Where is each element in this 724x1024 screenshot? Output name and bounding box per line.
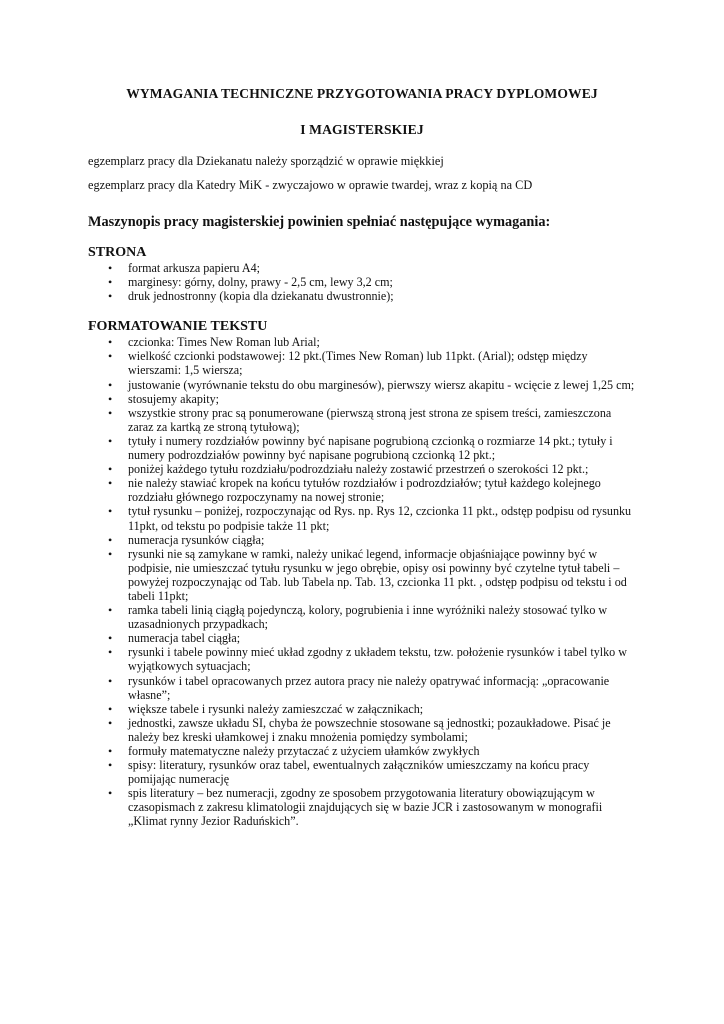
bullet-icon: • (108, 758, 113, 773)
list-item-text: czcionka: Times New Roman lub Arial; (128, 335, 320, 350)
bullet-icon: • (108, 289, 113, 304)
list-item-text: marginesy: górny, dolny, prawy - 2,5 cm, lewy 3,2 cm; (128, 275, 393, 290)
bullet-icon: • (108, 631, 113, 646)
strona-list (88, 261, 636, 303)
section-heading-formatowanie: FORMATOWANIE TEKSTU (88, 319, 268, 335)
list-item-text: format arkusza papieru A4; (128, 261, 260, 275)
list-item (88, 406, 636, 434)
list-item-text: jednostki, zawsze układu SI, chyba że powszechnie stosowane są jednostki; pozaukładowe. Pisać je należy bez kreski ułamkowej i znaku mnożenia pomiędzy symbolami; (128, 715, 611, 744)
bullet-icon: • (108, 261, 113, 275)
bullet-icon: • (108, 476, 113, 491)
list-item (88, 547, 636, 603)
list-item-text: tytuł rysunku – poniżej, rozpoczynając od Rys. np. Rys 12, czcionka 11 pkt., odstęp podpisu od rysunku 11pkt, od tekstu po podpisie także 11 pkt; (128, 504, 632, 533)
list-item (88, 533, 636, 547)
bullet-icon: • (108, 391, 113, 406)
bullet-icon: • (108, 701, 113, 716)
bullet-icon: • (108, 433, 113, 448)
list-item (88, 378, 636, 392)
list-item-text: rysunków i tabel opracowanych przez autora pracy nie należy opatrywać informacją: „opracowanie własne”; (128, 673, 610, 702)
list-item (88, 476, 636, 504)
bullet-icon: • (108, 377, 113, 392)
list-item-text: wielkość czcionki podstawowej: 12 pkt.(Times New Roman) lub 11pkt. (Arial); odstęp między wierszami: 1,5 wiersza; (128, 349, 588, 378)
list-item-text: stosujemy akapity; (128, 391, 220, 406)
list-item (88, 603, 636, 631)
list-item (88, 631, 636, 645)
bullet-icon: • (108, 603, 113, 618)
list-item-text: nie należy stawiać kropek na końcu tytułów rozdziałów i podrozdziałów; tytuł każdego kolejnego rozdziału głównego rozpoczynamy na nowej stronie; (128, 476, 601, 505)
list-item (88, 275, 636, 289)
list-item-text: rysunki nie są zamykane w ramki, należy unikać legend, informacje objaśniające powinny być w podpisie, nie umieszczać tytułu rysunku w jego obrębie, opisy osi powinny być czytelne tytuł tabeli – powyżej rozpoczynając od Tab. lub Tabela np. Tab. 13, czcionka 11 pkt. , odstęp podpisu od tekstu i od tabeli 11pkt; (128, 546, 627, 603)
section-heading-strona: STRONA (88, 245, 147, 260)
list-item-text: numeracja tabel ciągła; (128, 631, 241, 646)
document-title-line1: WYMAGANIA TECHNICZNE PRZYGOTOWANIA PRACY DYPLOMOWEJ (126, 86, 598, 101)
list-item-text: większe tabele i rysunki należy zamieszczać w załącznikach; (128, 701, 424, 716)
list-item-text: poniżej każdego tytułu rozdziału/podrozdziału należy zostawić przestrzeń o szerokości 12 pkt.; (128, 462, 589, 477)
document-title-line2: I MAGISTERSKIEJ (300, 122, 424, 137)
list-item (88, 462, 636, 476)
bullet-icon: • (108, 462, 113, 477)
list-item-text: ramka tabeli linią ciągłą pojedynczą, kolory, pogrubienia i inne wyróżniki należy stosować tylko w uzasadnionych przypadkach; (128, 603, 608, 632)
list-item (88, 716, 636, 744)
list-item-text: justowanie (wyrównanie tekstu do obu marginesów), pierwszy wiersz akapitu - wcięcie z lewej 1,25 cm; (128, 377, 635, 392)
list-item (88, 744, 636, 758)
list-item-text: wszystkie strony prac są ponumerowane (pierwszą stroną jest strona ze spisem treści, zamieszczona zaraz za kartką ze stroną tytułową); (128, 405, 612, 434)
list-item-text: spisy: literatury, rysunków oraz tabel, ewentualnych załączników umieszczamy na końcu pracy pomijając numerację (128, 758, 590, 787)
list-item-text: tytuły i numery rozdziałów powinny być napisane pogrubioną czcionką o rozmiarze 14 pkt.; tytuły i numery podrozdziałów powinny być napisane pogrubioną czcionką 12 pkt.; (128, 433, 613, 463)
list-item (88, 758, 636, 786)
bullet-icon: • (108, 744, 113, 758)
bullet-icon: • (108, 532, 113, 547)
list-item (88, 261, 636, 275)
list-item-text: druk jednostronny (kopia dla dziekanatu dwustronnie); (128, 289, 394, 304)
bullet-icon: • (108, 504, 113, 519)
list-item (88, 786, 636, 828)
bullet-icon: • (108, 546, 113, 561)
intro-paragraph-katedra: egzemplarz pracy dla Katedry MiK - zwyczajowo w oprawie twardej, wraz z kopią na CD (88, 178, 533, 192)
list-item-text: spis literatury – bez numeracji, zgodny ze sposobem przygotowania literatury obowiązującym w czasopismach z zakresu klimatologii znajdujących się w bazie JCR i zastosowanym w monografii „Klimat rynny Jezior Raduńskich”. (128, 786, 603, 829)
bullet-icon: • (108, 275, 113, 290)
bullet-icon: • (108, 645, 113, 660)
bullet-icon: • (108, 715, 113, 730)
bullet-icon: • (108, 405, 113, 420)
list-item (88, 674, 636, 702)
bullet-icon: • (108, 786, 113, 801)
list-item (88, 392, 636, 406)
list-item-text: rysunki i tabele powinny mieć układ zgodny z układem tekstu, tzw. położenie rysunków i tabel tylko w wyjątkowych sytuacjach; (128, 645, 627, 674)
bullet-icon: • (108, 335, 113, 350)
list-item-text: numeracja rysunków ciągła; (128, 532, 265, 547)
list-item (88, 645, 636, 673)
list-item (88, 289, 636, 303)
bullet-icon: • (108, 349, 113, 364)
list-item-text: formuły matematyczne należy przytaczać z użyciem ułamków zwykłych (128, 744, 480, 758)
list-item (88, 335, 636, 349)
list-item (88, 349, 636, 377)
bullet-icon: • (108, 673, 113, 688)
list-item (88, 504, 636, 532)
intro-paragraph-dziekanat: egzemplarz pracy dla Dziekanatu należy sporządzić w oprawie miękkiej (88, 154, 444, 168)
list-item (88, 434, 636, 462)
requirements-heading: Maszynopis pracy magisterskiej powinien spełniać następujące wymagania: (88, 214, 551, 230)
formatowanie-list (88, 335, 636, 828)
list-item (88, 702, 636, 716)
